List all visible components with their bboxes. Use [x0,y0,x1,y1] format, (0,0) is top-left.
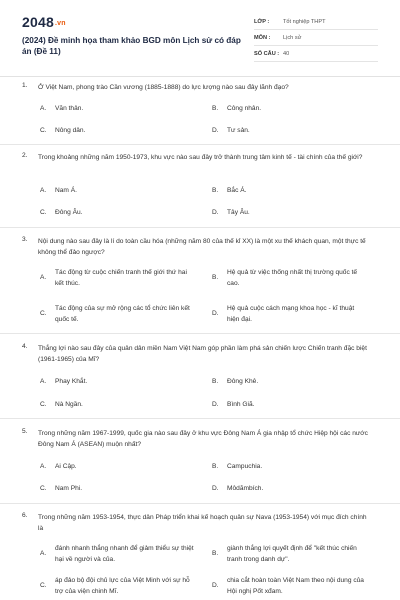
option-a[interactable] [40,268,210,290]
option-letter: D. [212,485,219,492]
question-4 [22,343,378,413]
meta-key: MÔN : [254,34,271,41]
question-divider [0,503,400,504]
question-5 [22,428,378,500]
option-text: Đông Âu. [55,209,83,216]
question-number: 6. [22,512,28,519]
meta-key: LỚP : [254,18,270,25]
option-b[interactable] [212,377,372,388]
option-text: Nông dân. [55,127,86,134]
meta-value: Tốt nghiệp THPT [283,18,326,25]
question-text: Trong những năm 1967-1999, quốc gia nào sau đây ở khu vực Đông Nam Á gia nhập tổ chức Hiệp hội các nước Đông Nam Á (ASEAN) muộn nhất? [38,430,368,448]
exam-meta-table [254,14,378,62]
option-text: Môdămbích. [227,485,264,492]
option-letter: D. [212,401,219,408]
option-text: Nam Á. [55,187,77,194]
meta-row-count [254,46,378,62]
option-text: Tây Âu. [227,209,250,216]
option-letter: C. [40,310,47,317]
option-a[interactable] [40,377,200,388]
option-letter: D. [212,209,219,216]
option-letter: D. [212,127,219,134]
question-text: Ở Việt Nam, phong trào Cần vương (1885-1888) do lực lượng nào sau đây lãnh đạo? [38,84,289,91]
option-d[interactable] [212,576,382,598]
option-letter: A. [40,463,47,470]
option-b[interactable] [212,462,372,473]
option-text: Tác động của sự mở rộng các tổ chức liên kết quốc tế. [55,305,190,323]
option-letter: C. [40,401,47,408]
question-divider [0,144,400,145]
question-3 [22,236,378,332]
option-text: đánh nhanh thắng nhanh để giảm thiểu sự thiệt hại về người và của. [55,545,194,563]
option-letter: A. [40,550,47,557]
option-text: Bình Giã. [227,401,255,408]
option-c[interactable] [40,576,210,598]
option-d[interactable] [212,484,372,495]
site-logo[interactable] [22,14,66,30]
option-text: Nà Ngần. [55,401,83,408]
option-a[interactable] [40,544,210,566]
question-number: 5. [22,428,28,435]
option-letter: B. [212,274,219,281]
meta-row-subject [254,30,378,46]
meta-key: SỐ CÂU : [254,50,280,57]
question-text: Nội dung nào sau đây là lí do toàn cầu hóa (những năm 80 của thế kỉ XX) là một xu thế khách quan, một thực tế không thể đảo ngược? [38,238,366,256]
option-letter: B. [212,550,219,557]
option-b[interactable] [212,186,372,197]
meta-value: 40 [283,50,290,57]
question-number: 1. [22,82,28,89]
option-text: chia cắt hoàn toàn Việt Nam theo nội dung của Hội nghị Pốt xđam. [227,577,364,595]
option-letter: C. [40,485,47,492]
option-text: Công nhân. [227,105,262,112]
question-2 [22,152,378,224]
option-text: Phay Khắt. [55,378,88,385]
option-text: Hệ quả cuộc cách mạng khoa học - kĩ thuật hiện đại. [227,305,355,323]
option-text: Bắc Á. [227,187,247,194]
option-d[interactable] [212,208,372,219]
option-letter: B. [212,187,219,194]
option-b[interactable] [212,544,382,566]
option-text: Tác động từ cuộc chiến tranh thế giới thứ hai kết thúc. [55,269,187,287]
question-text: Trong khoảng những năm 1950-1973, khu vực nào sau đây trở thành trung tâm kinh tế - tài chính của thế giới? [38,154,363,161]
header-divider [0,76,400,77]
option-letter: B. [212,463,219,470]
option-letter: A. [40,378,47,385]
option-text: Hệ quả từ việc thống nhất thị trường quốc tế cao. [227,269,358,287]
question-6 [22,512,378,600]
option-letter: B. [212,378,219,385]
option-a[interactable] [40,104,200,115]
option-letter: C. [40,582,47,589]
question-number: 3. [22,236,28,243]
question-1 [22,82,378,144]
option-letter: D. [212,582,219,589]
option-c[interactable] [40,208,200,219]
option-text: Văn thân. [55,105,84,112]
question-divider [0,333,400,334]
option-text: giành thắng lợi quyết định để "kết thúc chiến tranh trong danh dự". [227,545,357,563]
option-d[interactable] [212,126,372,137]
option-a[interactable] [40,462,200,473]
option-letter: A. [40,105,47,112]
option-a[interactable] [40,186,200,197]
option-b[interactable] [212,104,372,115]
question-text: Trong những năm 1953-1954, thực dân Pháp triển khai kế hoạch quân sự Nava (1953-1954) với mục đích chính là [38,514,367,532]
meta-row-class [254,14,378,30]
question-number: 4. [22,343,28,350]
question-divider [0,227,400,228]
option-c[interactable] [40,304,210,326]
option-d[interactable] [212,400,372,411]
option-letter: B. [212,105,219,112]
option-text: Campuchia. [227,463,263,470]
option-d[interactable] [212,304,382,326]
question-number: 2. [22,152,28,159]
option-c[interactable] [40,484,200,495]
page-header [22,14,378,64]
option-b[interactable] [212,268,382,290]
page-title: (2024) Đề minh họa tham khảo BGD môn Lịch sử có đáp án (Đề 11) [22,36,241,56]
option-letter: D. [212,310,219,317]
option-letter: C. [40,209,47,216]
option-text: Nam Phi. [55,485,83,492]
meta-value: Lịch sử [283,34,302,41]
option-text: Tư sản. [227,127,250,134]
option-c[interactable] [40,400,200,411]
question-text: Thắng lợi nào sau đây của quân dân miền Nam Việt Nam góp phần làm phá sản chiến lược Chiến tranh đặc biệt (1961-1965) của Mĩ? [38,345,367,363]
logo-suffix: .vn [54,19,66,27]
question-divider [0,418,400,419]
option-text: Ai Cập. [55,463,77,470]
option-letter: A. [40,187,47,194]
option-text: áp đảo bộ đội chủ lực của Việt Minh với sự hỗ trợ của viện chinh Mĩ. [55,577,190,595]
logo-text: 2048 [22,14,54,30]
option-c[interactable] [40,126,200,137]
option-letter: C. [40,127,47,134]
option-text: Đông Khê. [227,378,259,385]
option-letter: A. [40,274,47,281]
